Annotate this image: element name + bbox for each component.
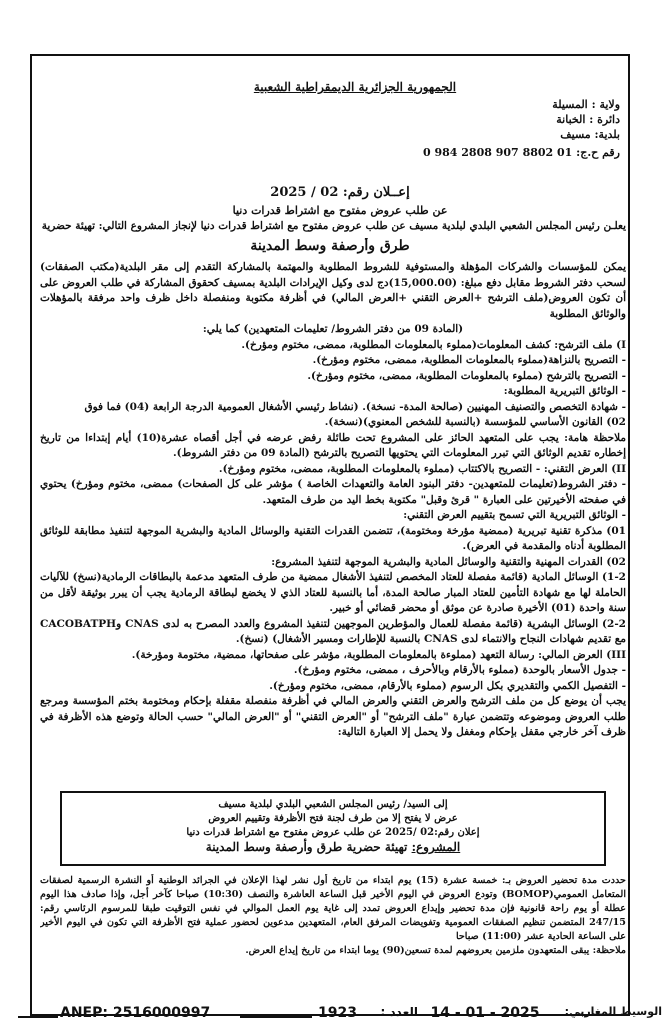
body-p-03: I) ملف الترشح: كشف المعلومات(مملوء بالمعلومات المطلوبة، ممضى، مختوم ومؤرخ). — [241, 338, 626, 351]
issue-number: 1923 — [318, 1005, 357, 1021]
closing-p-2: ملاحظة: يبقى المتعهدون ملزمين بعروضهم لمدة تسعين(90) يوما ابتداء من تاريخ إيداع العرض. — [245, 945, 626, 956]
body-p-10: II) العرض التقني: - التصريح بالاكتتاب (مملوء بالمعلومات المطلوبة، ممضى، مختوم ومؤرخ). — [218, 462, 626, 475]
body-p-15: 1-2) الوسائل المادية (قائمة مفصلة للعتاد المخصص لتنفيذ الأشغال ممضية من طرف المتعهد مدعمة بالبطاقات الرمادية(نسخ) للآليات الحاملة لها مع شهادة التأمين للعتاد المبار صالحة المدة، أما بالنسبة للعتاد الذي لا يخضع لبطاقة الرمادية يجب أن يبرر بوثيقة لأقل من سنة واحدة (01) الأخيرة صادرة عن موثق أو محضر قضائي أو خبير. — [40, 571, 626, 614]
body-p-04: - التصريح بالنزاهة(مملوء بالمعلومات المطلوبة، ممضى، مختوم ومؤرخ). — [312, 354, 626, 366]
body-p-14: 02) القدرات المهنية والتقنية والوسائل المادية والبشرية الموجهة لتنفيذ المشروع: — [271, 555, 626, 568]
box-line-4 — [62, 840, 604, 854]
box-line-2: عرض لا يفتح إلا من طرف لجنة فتح الأظرفة وتقييم العروض — [208, 813, 458, 824]
body-p-08: 02) القانون الأساسي للمؤسسة (بالنسبة للشخص المعنوي)(نسخة). — [324, 416, 626, 428]
body-p-20: يجب أن يوضع كل من ملف الترشح والعرض التقني والعرض المالي في أظرفة منفصلة مقفلة بإحكام ومختومة بختم المؤسسة ومرجع طلب العروض وموضوعه وتتضمن عبارة "ملف الترشح" أو "العرض التقني" أو "العرض المالي" حسب الحالة وتوضع هذه الأظرفة في ظرف آخر خارجي مقفل بإحكام ومغفل ولا يحمل إلا العبارة التالية: — [40, 695, 626, 738]
body-p-01: يمكن للمؤسسات والشركات المؤهلة والمستوفية للشروط المطلوبة والمهتمة بالمشاركة التقدم إلى مقر البلدية(مكتب الصفقات) لسحب دفتر الشروط مقابل دفع مبلغ: (15,000.00)دج لدى وكيل الإيرادات البلدية بمسيف كحقوق المشاركة في طلب العروض على أن تكون العروض(ملف الترشح +العرض التقني +العرض المالي) في أظرفة مكتوبة ومنفصلة داخل ظرف واحد مرفقة بالمؤهلات والوثائق المطلوبة — [40, 261, 626, 320]
newspaper-name: الوسيط المغاربي: — [564, 1005, 662, 1018]
closing-p-1: حددت مدة تحضير العروض بـ: خمسة عشرة (15) يوم ابتداء من تاريخ أول نشر لهذا الإعلان في الجرائد الوطنية أو النشرة الرسمية لصفقات المتعامل العمومي(BOMOP) وتودع العروض في اليوم الأخير قبل الساعة العاشرة والنصف (10:30) صباحا كآخر أجل، وإذا صادف هذا اليوم عطلة أو يوم راحة قانونية فإن مدة تحضير وإيداع العروض تمدد إلى غاية يوم العمل الموالي في نفس التوقيت طبقا للمرسوم الرئاسي رقم: 247/15 المتضمن تنظيم الصفقات العمومية وتفويضات المرفق العام، المتعهدين مدعوين لحضور عملية فتح الأظرفة التي تكون في اليوم الأخير على الساعة الحادية عشر (11:00) صباحا — [40, 875, 626, 942]
footer-rule-left — [18, 1016, 58, 1018]
body-p-09: ملاحظة هامة: يجب على المتعهد الحائز على المشروع تحت طائلة رفض عرضه في أجل أقصاه عشرة(10) أيام إبتداءا من تاريخ إخطاره تقديم الوثائق التي تبرر المعلومات التي يحتويها التصريح بالترشح (المادة 09 من دفتر الشروط). — [40, 431, 626, 459]
box-line-3: إعلان رقم:02 /2025 عن طلب عروض مفتوح مع اشتراط قدرات دنيا — [186, 827, 480, 838]
body-p-06: - الوثائق التبريرية المطلوبة: — [503, 385, 626, 397]
body-p-13: 01) مذكرة تقنية تبريرية (ممضية مؤرخة ومختومة)، تتضمن القدرات التقنية والوسائل المادية والبشرية الموجهة لتنفيذ مطابقة للوثائق المطلوبة أدناه والمقدمة في العرض). — [40, 524, 626, 552]
republic-title: الجمهورية الجزائرية الديمقراطية الشعبية — [253, 80, 457, 94]
body-p-18: - جدول الأسعار بالوحدة (مملوء بالأرقام وبالأحرف ، ممضى، مختوم ومؤرخ). — [293, 664, 626, 676]
box-line-1: إلى السيد/ رئيس المجلس الشعبي البلدي لبلدية مسيف — [218, 799, 448, 810]
announcement-number: إعــلان رقم: 02 / 2025 — [270, 185, 410, 200]
baladia-line: بلدية: مسيف — [560, 128, 620, 141]
body-p-07: - شهادة التخصص والتصنيف المهنيين (صالحة المدة- نسخة). (نشاط رئيسي الأشغال العمومية الدرجة الرابعة (04) فما فوق — [84, 400, 626, 413]
body-p-17: III) العرض المالي: رسالة التعهد (مملوءة بالمعلومات المطلوبة، مؤشر على صفحاتها، ممضية، مختومة ومؤرخة). — [131, 648, 626, 661]
envelope-box — [60, 791, 606, 866]
publication-date: 14 - 01 - 2025 — [430, 1005, 540, 1021]
body-p-02: (المادة 09 من دفتر الشروط/ تعليمات المتعهدين) كما يلي: — [202, 323, 464, 335]
body-p-05: - التصريح بالترشح (مملوء بالمعلومات المطلوبة، ممضى، مختوم ومؤرخ). — [307, 369, 626, 382]
wilaya-line: ولاية : المسيلة — [552, 98, 620, 111]
body-p-16: 2-2) الوسائل البشرية (قائمة مفصلة للعمال والمؤطرين الموجهين لتنفيذ المشروع والعدد المصرح به لدى CNAS وCACOBATPH مع تقديم شهادات النجاح والانتماء لدى CNAS بالنسبة للإطارات ومسير الأشغال) (نسخ). — [40, 617, 626, 645]
anep-code: ANEP: 2516000997 — [60, 1005, 211, 1021]
closing-text — [40, 874, 626, 998]
body-p-11: - دفتر الشروط(تعليمات للمتعهدين- دفتر البنود العامة والتعهدات الخاصة ) مؤشر على كل الصفحات) ممضى، مختوم ومؤرخ) يحتوي في صفحته الأخيرتين على العبارة " قرئ وقبل" مكتوبة بخط اليد من طرف المتعهد. — [40, 478, 626, 506]
rib-line: رقم ح.ج: 01 8802 907 2808 984 0 — [422, 146, 620, 159]
body-p-19: - التفصيل الكمي والتقديري بكل الرسوم (مملوء بالأرقام، ممضى، مختوم ومؤرخ). — [269, 679, 626, 692]
project-name: طرق وأرصفة وسط المدينة — [250, 238, 410, 254]
body-p-12: - الوثائق التبريرية التي تسمح بتقييم العرض التقني: — [403, 509, 626, 521]
daira-line: دائرة : الخبانة — [556, 113, 620, 126]
box-project-value: تهيئة حضرية طرق وأرصفة وسط المدينة — [205, 840, 408, 854]
tender-body — [40, 260, 626, 785]
announcement-subtitle: عن طلب عروض مفتوح مع اشتراط قدرات دنيا — [232, 204, 448, 217]
footer-rule-mid — [240, 1016, 312, 1018]
issue-label: العدد : — [380, 1005, 418, 1019]
box-project-label: المشروع: — [411, 840, 461, 854]
announcement-intro: يعلـن رئيس المجلس الشعبي البلدي لبلدية مسيف عن طلب عروض مفتوح مع اشتراط قدرات دنيا لإنجاز المشروع التالي: تهيئة حضرية — [41, 220, 626, 232]
